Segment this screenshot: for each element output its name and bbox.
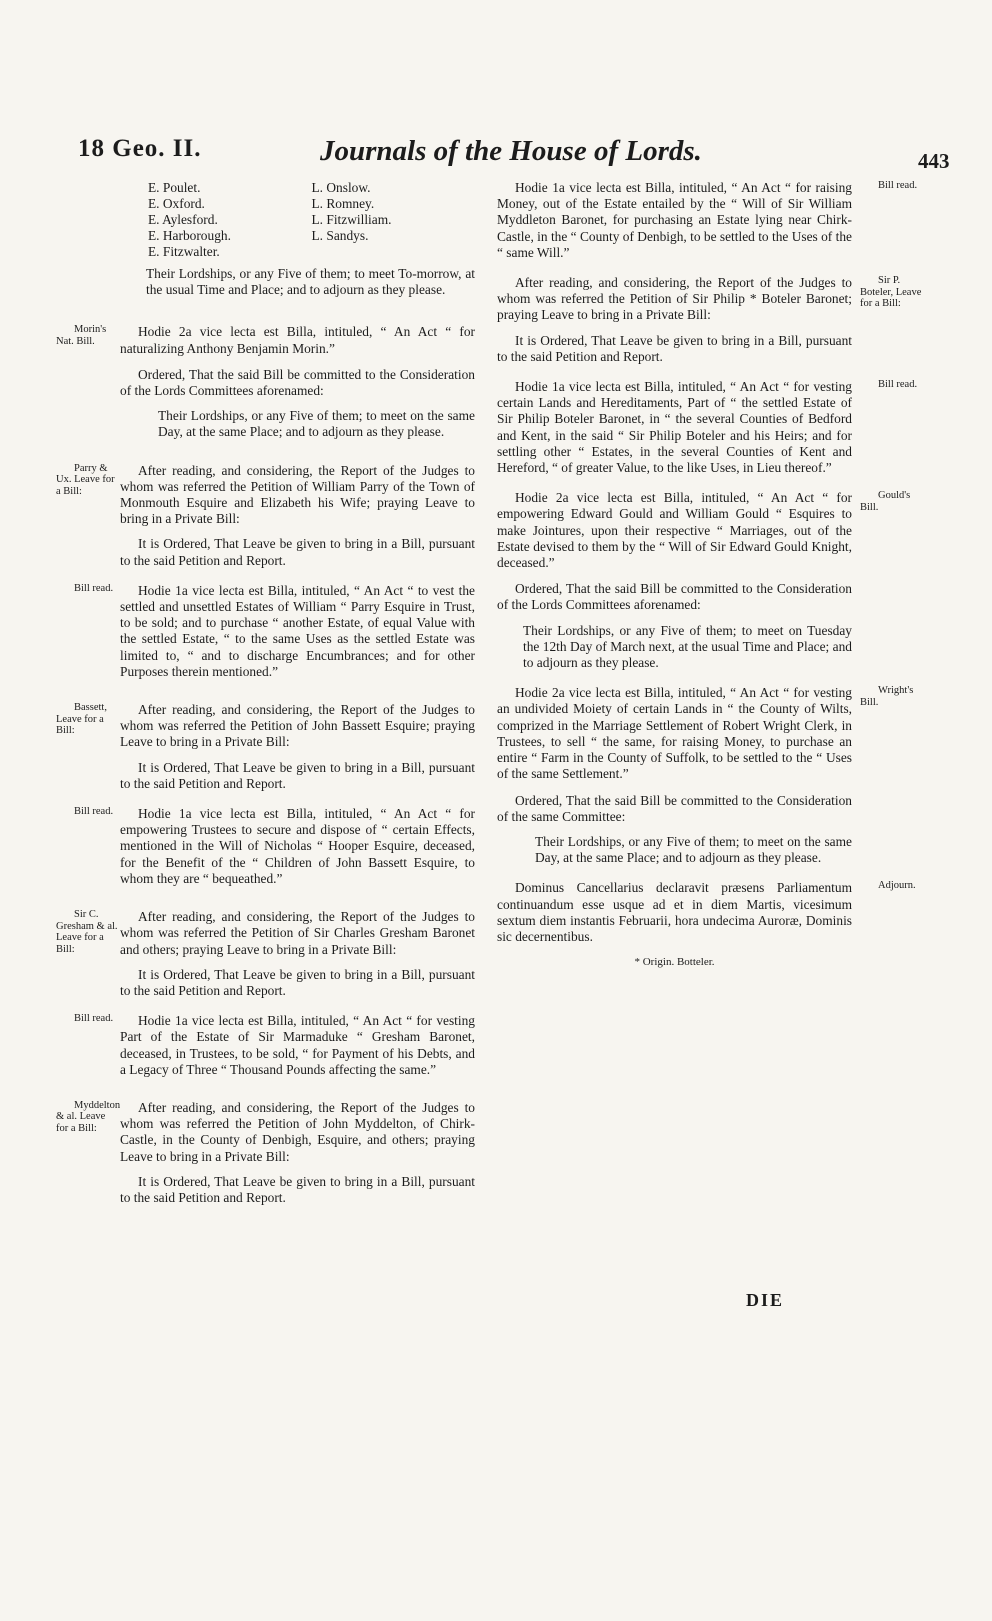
margin-note: Bill read. [878,379,918,391]
entry-text: After reading, and considering, the Report of the Judges to whom was referred the Petition of John Bassett Esquire; praying Leave to bring in a Private Bill: [120,702,475,750]
lord-name: L. Fitzwilliam. [311,212,392,227]
page-header [0,135,992,175]
margin-note: Gould's Bill. [860,490,911,513]
entry-text: Hodie 2a vice lecta est Billa, intituled, “ An Act “ for naturalizing Anthony Benjamin Morin.” [120,324,475,356]
boteler-report-entry [497,275,922,324]
entry-text: Hodie 1a vice lecta est Billa, intituled, “ An Act “ for vesting Part of the Estate of Sir Marmaduke “ Gresham Baronet, deceased, in Trustees, to be sold, “ for Payment of his Debts, and a Legacy of Three “ Thousand Pounds affecting the same.” [120,1013,475,1077]
margin-note: Bassett, Leave for a Bill: [56,702,107,737]
footnote: * Origin. Botteler. [634,956,715,969]
gould-bill-entry [497,490,911,571]
entry-text: Hodie 1a vice lecta est Billa, intituled, “ An Act “ for raising Money, out of the Estate entailed by the “ Will of Sir William Myddleton Baronet, for purchasing an Estate lying near Chirk-Castle, in the “ County of Denbigh, to be settled to the Uses of the “ same Will.” [497,180,852,260]
entry-text: Hodie 2a vice lecta est Billa, intituled, “ An Act “ for empowering Edward Gould and William Gould “ Esquires to make Jointures, upon their respective “ Marriages, out of the Estate devised to them by the “ Will of Sir Edward Gould Knight, deceased.” [497,490,852,571]
lord-name: E. Harborough. [148,228,231,243]
lords-committee-list [148,180,475,260]
adjournment-entry [497,880,916,945]
ordered-leave: It is Ordered, That Leave be given to bring in a Bill, pursuant to the said Petition and Report. [120,966,475,998]
gresham-report-entry [56,909,475,958]
their-lordships-meeting: Their Lordships, or any Five of them; to meet on Tuesday the 12th Day of March next, at the usual Time and Place; and to adjourn as they please. [523,622,852,671]
bassett-report-entry [56,702,475,751]
entry-text: Hodie 2a vice lecta est Billa, intituled, “ An Act “ for vesting an undivided Moiety of certain Lands in “ the County of Wilts, comprized in the Marriage Settlement of Robert Wright Clerk, in Trustees, to sell “ the same, for raising Money, to purchase an entire “ Farm in the County of Suffolk, to be settled to the “ Uses of the same Settlement.” [497,685,852,782]
entry-text: Hodie 1a vice lecta est Billa, intituled, “ An Act “ for vesting certain Lands and Hereditaments, Part of “ the settled Estate of Sir Philip Boteler Baronet, in “ the several Counties of Bedford and Kent, in the said “ Sir Philip Boteler and his Heirs; and for settling other “ Estates, in the several Counties of Kent and Hereford, “ of greater Value, to the like Uses, in Lieu thereof.” [497,379,852,476]
entry-text: After reading, and considering, the Report of the Judges to whom was referred the Petition of Sir Philip * Boteler Baronet; praying Leave to bring in a Private Bill: [497,275,852,323]
myddleton-bill-entry [497,180,918,261]
lord-name: E. Oxford. [148,196,205,211]
ordered-leave: It is Ordered, That Leave be given to bring in a Bill, pursuant to the said Petition and Report. [497,332,852,364]
left-column [56,180,475,1216]
their-lordships-meeting: Their Lordships, or any Five of them; to meet on the same Day, at the same Place; and to adjourn as they please. [158,408,475,440]
lord-name: E. Aylesford. [148,212,218,227]
margin-note: Bill read. [878,180,918,191]
entry-text: After reading, and considering, the Report of the Judges to whom was referred the Petition of John Myddelton, of Chirk-Castle, in the County of Denbigh, Esquire, and others; praying Leave to bring in a Private Bill: [120,1099,475,1164]
entry-text: After reading, and considering, the Report of the Judges to whom was referred the Petition of William Parry of the Town of Monmouth Esquire and Elizabeth his Wife; praying Leave to bring in a Private Bill: [120,462,475,527]
gresham-bill-entry [74,1013,475,1078]
entry-text: Hodie 1a vice lecta est Billa, intituled, “ An Act “ for empowering Trustees to secure and dispose of “ certain Effects, mentioned in the Will of Nicholas “ Hooper Esquire, deceased, for the Benefit of the “ Children of John Bassett Esquire, to whom they are “ bequeathed.” [120,806,475,886]
regnal-year: 18 Geo. II. [78,135,202,162]
lord-name: E. Fitzwalter. [148,244,220,259]
their-lordships-meeting: Their Lordships, or any Five of them; to meet on the same Day, at the same Place; and to adjourn as they please. [535,833,852,866]
entry-text: Dominus Cancellarius declaravit præsens Parliamentum continuandum esse usque ad et in diem Martis, vicesimum sextum diem instantis Februarii, hora undecima Auroræ, Dominis sic decernentibus. [497,880,852,944]
lord-name: L. Romney. [311,196,375,211]
hooper-bill-entry [74,806,475,887]
entry-text: After reading, and considering, the Report of the Judges to whom was referred the Petition of Sir Charles Gresham Baronet and others; praying Leave to bring in a Private Bill: [120,909,475,957]
catchword: DIE [746,1290,785,1310]
ordered-leave: It is Ordered, That Leave be given to bring in a Bill, pursuant to the said Petition and Report. [120,536,475,568]
margin-note: Adjourn. [878,880,916,892]
myddelton-report-entry [56,1099,475,1165]
lord-name: L. Sandys. [311,228,369,243]
parry-report-entry [56,462,475,528]
margin-note: Bill read. [74,582,114,594]
journal-title: Journals of the House of Lords. [320,135,702,167]
their-lordships-meeting: Their Lordships, or any Five of them; to meet To-morrow, at the usual Time and Place; and to adjourn as they please. [146,266,475,298]
ordered-committed: Ordered, That the said Bill be committed to the Consideration of the Lords Committees aforenamed: [497,581,852,613]
margin-note: Bill read. [74,1013,114,1025]
right-column [497,180,922,980]
lord-name: E. Poulet. [148,180,201,195]
ordered-leave: It is Ordered, That Leave be given to bring in a Bill, pursuant to the said Petition and Report. [120,759,475,791]
parry-bill-entry [74,582,475,680]
margin-note: Parry & Ux. Leave for a Bill: [56,462,115,497]
margin-note: Sir C. Gresham & al. Leave for a Bill: [56,909,118,955]
margin-note: Wright's Bill. [860,685,914,708]
ordered-committed: Ordered, That the said Bill be committed to the Consideration of the same Committee: [497,792,852,824]
entry-text: Hodie 1a vice lecta est Billa, intituled, “ An Act “ to vest the settled and unsettled Estates of William “ Parry Esquire in Trust, to be sold; and to purchase “ another Estate, of equal Value with the settled Estate, “ to the same Uses as the settled Estate was limited to, “ and to discharge Encumbrances; and for other Purposes therein mentioned.” [120,582,475,679]
morin-bill-entry [56,324,475,356]
boteler-bill-entry [497,379,918,476]
margin-note: Bill read. [74,806,114,818]
ordered-committed: Ordered, That the said Bill be committed to the Consideration of the Lords Committees aforenamed: [120,366,475,399]
margin-note: Sir P. Boteler, Leave for a Bill: [860,275,922,310]
margin-note: Morin's Nat. Bill. [56,324,107,347]
ordered-leave: It is Ordered, That Leave be given to bring in a Bill, pursuant to the said Petition and Report. [120,1173,475,1205]
page-number: 443 [918,149,950,173]
lord-name: L. Onslow. [311,180,371,195]
lords-list-right [312,180,476,260]
lords-list-left [148,180,312,260]
margin-note: Myddelton & al. Leave for a Bill: [56,1099,121,1134]
wright-bill-entry [497,685,914,782]
